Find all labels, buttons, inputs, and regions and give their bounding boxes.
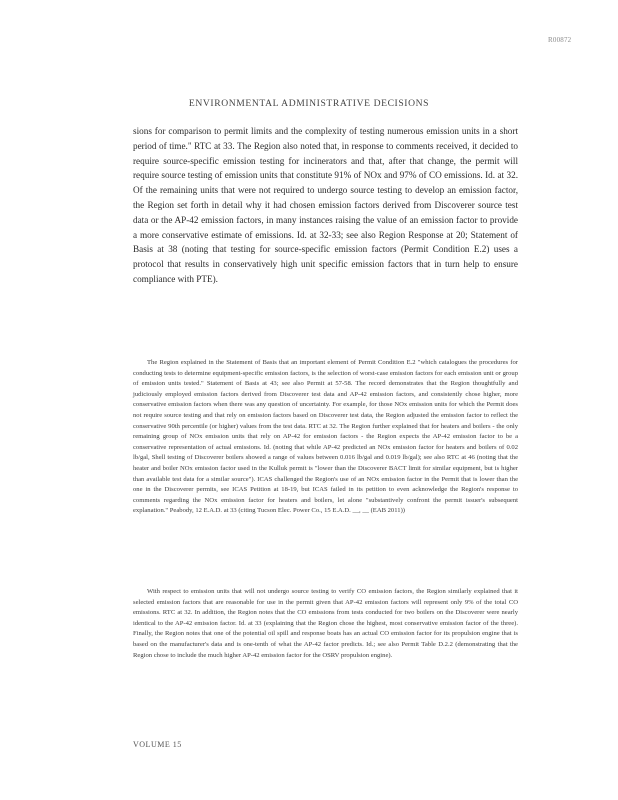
main-paragraph: sions for comparison to permit limits and the complexity of testing numerous emission units in a short period of time." RTC at 33. The Region also noted that, in response to comments received, it decided to require source-specific emission testing for incinerators and that, after that change, the permit will require source testing of emission units that constitute 91% of NOx and 97% of CO emissions. Id. at 32. Of the remaining units that were not required to undergo source testing to develop an emission factor, the Region set forth in detail why it had chosen emission factors derived from Discoverer source test data or the AP-42 emission factors, in many instances raising the value of an emission factor to provide a more conservative estimate of emissions. Id. at 32-33; see also Region Response at 20; Statement of Basis at 38 (noting that testing for source-specific emission factors (Permit Condition E.2) uses a protocol that results in conservatively high unit specific emission factors that in turn help to ensure compliance with PTE). (133, 126, 518, 284)
volume-footer: VOLUME 15 (133, 740, 182, 749)
page-identifier: R00872 (548, 36, 572, 44)
running-header: ENVIRONMENTAL ADMINISTRATIVE DECISIONS (188, 98, 430, 109)
footnote-1: The Region explained in the Statement of Basis that an important element of Permit Condition E.2 "which catalogues the procedures for conducting tests to determine equipment-specific emission factors, is the selection of worst-case emission factors for each emission unit or group of emission units tested." Statement of Basis at 43; see also Permit at 57-58. The record demonstrates that the Region thoughtfully and judiciously employed emission factors derived from Discoverer test data and AP-42 emission factors, and consistently chose higher, more conservative emission factors when there was any question of uncertainty. For example, for those NOx emission units for which the Permit does not require source testing and that rely on emission factors based on Discoverer test data, the Region adjusted the emission factor to reflect the conservative 90th percentile (or higher) values from the test data. RTC at 32. The Region further explained that for heaters and boilers - the only remaining group of NOx emission units that rely on AP-42 for emission factors - the Region expects the AP-42 emission factor to be a conservative representation of actual emissions. Id. (noting that while AP-42 predicted an NOx emission factor for heaters and boilers of 0.02 lb/gal, Shell testing of Discoverer boilers showed a range of values between 0.016 lb/gal and 0.019 lb/gal); see also RTC at 46 (noting that the heater and boiler NOx emission factor used in the Kulluk permit is "lower than the Discoverer BACT limit for similar equipment, but is higher than available test data for a similar source"). ICAS challenged the Region's use of an NOx emission factor in the Permit that is lower than the one in the Discoverer permits, see ICAS Petition at 18-19, but ICAS failed in its petition to even acknowledge the Region's response to comments regarding the NOx emission factor for heaters and boilers, let alone "substantively confront the permit issuer's subsequent explanation." Peabody, 12 E.A.D. at 33 (citing Tucson Elec. Power Co., 15 E.A.D. __, __ (EAB 2011)) (133, 359, 518, 515)
footnote-2: With respect to emission units that will not undergo source testing to verify CO emission factors, the Region similarly explained that it selected emission factors that are reasonable for use in the permit given that AP-42 emission factors will represent only 9% of the total CO emissions. RTC at 32. In addition, the Region notes that the CO emissions from tests conducted for two boilers on the Discoverer were nearly identical to the AP-42 emission factor. Id. at 33 (explaining that the Region chose the highest, most conservative emission factor of the three). Finally, the Region notes that one of the potential oil spill and response boats has an actual CO emission factor for its propulsion engine that is based on the manufacturer's data and is one-tenth of what the AP-42 factor predicts. Id.; see also Permit Table D.2.2 (demonstrating that the Region chose to include the much higher AP-42 emission factor for the OSRV propulsion engine). (133, 588, 518, 659)
